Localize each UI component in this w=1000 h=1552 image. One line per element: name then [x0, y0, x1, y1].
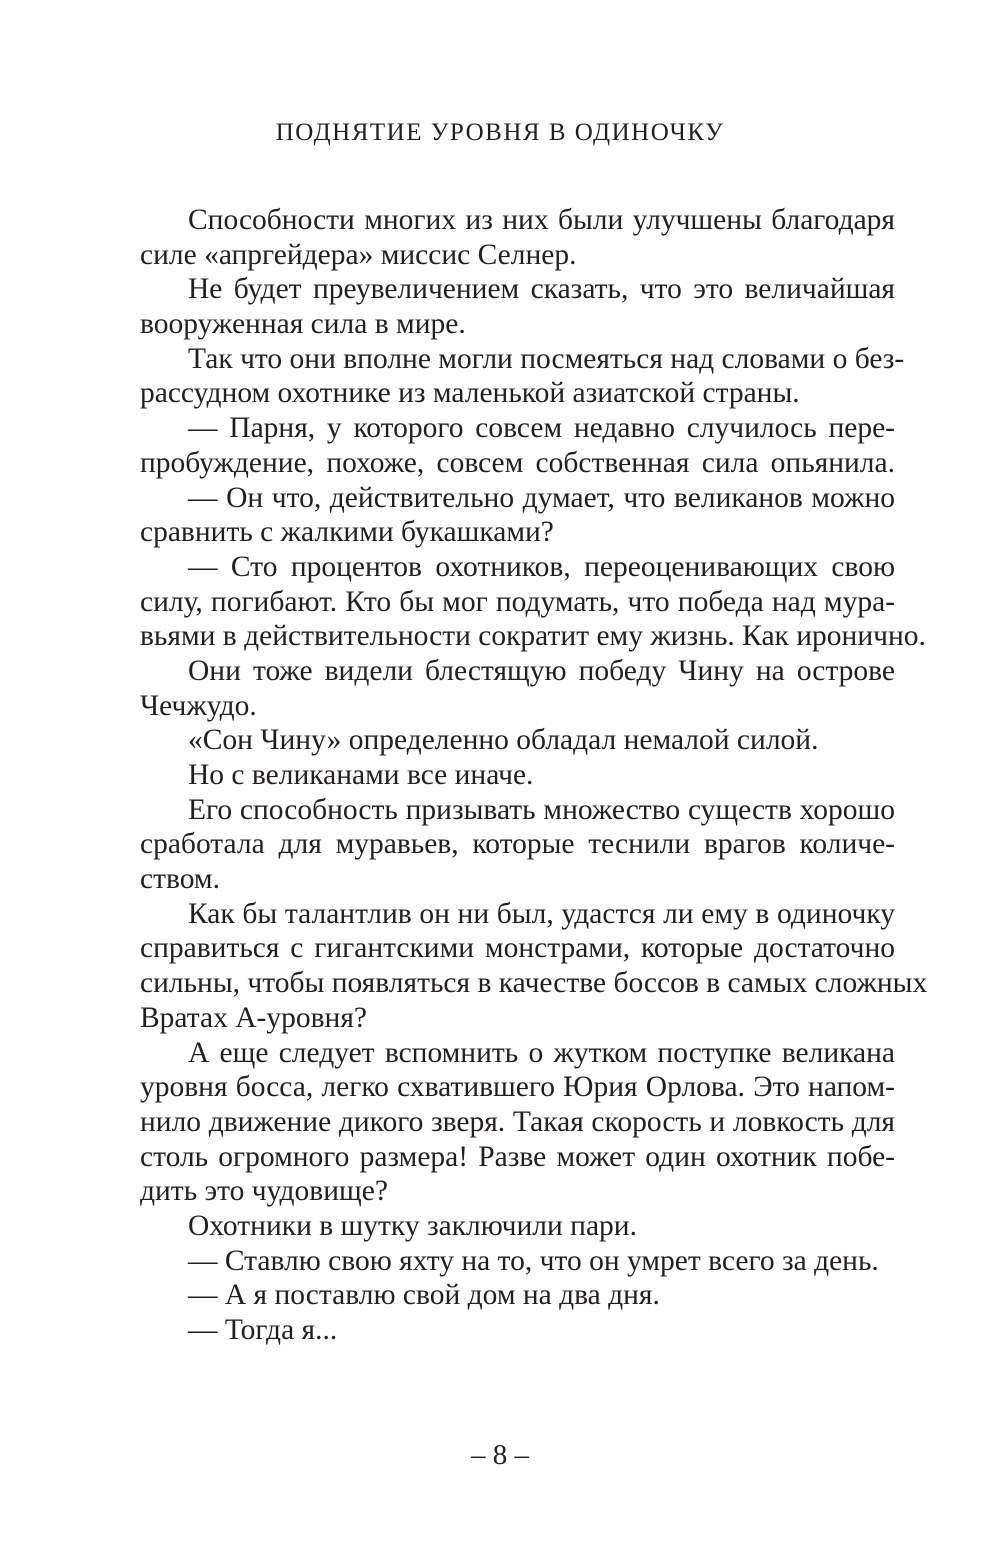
text-line: силе «апргейдера» миссис Селнер.	[140, 238, 577, 271]
text-line: справиться с гигантскими монстрами, которые достаточно	[140, 932, 895, 965]
text-line: Но с великанами все иначе.	[188, 759, 534, 791]
text-line: пробуждение, похоже, совсем собственная сила опьянила.	[140, 446, 895, 479]
text-line: — Парня, у которого совсем недавно случилось пере-	[188, 412, 895, 445]
text-line: уровня босса, легко схватившего Юрия Орлова. Это напом-	[140, 1071, 895, 1104]
text-line: столь огромного размера! Разве может один охотник побе-	[140, 1140, 895, 1173]
text-line: Не будет преувеличением сказать, что это величайшая	[188, 273, 895, 306]
text-line: дить это чудовище?	[140, 1175, 388, 1208]
text-line: — Ставлю свою яхту на то, что он умрет всего за день.	[188, 1244, 879, 1277]
text-line: Как бы талантлив он ни был, удастся ли ему в одиночку	[188, 897, 895, 930]
body-text	[140, 203, 928, 1348]
text-line: — Сто процентов охотников, переоценивающих свою	[188, 550, 895, 583]
text-line: Способности многих из них были улучшены благодаря	[188, 204, 895, 236]
running-head: ПОДНЯТИЕ УРОВНЯ В ОДИНОЧКУ	[275, 119, 725, 146]
text-line: сработала для муравьев, которые теснили врагов количе-	[140, 828, 895, 861]
text-line: вьями в действительности сократит ему жизнь. Как иронично.	[140, 620, 926, 653]
text-line: ством.	[140, 863, 220, 896]
text-line: нило движение дикого зверя. Такая скорость и ловкость для	[140, 1105, 895, 1138]
text-line: Они тоже видели блестящую победу Чину на острове	[188, 654, 895, 687]
text-line: Его способность призывать множество существ хорошо	[188, 793, 895, 826]
text-line: Так что они вполне могли посмеяться над словами о без-	[188, 342, 905, 375]
text-line: сильны, чтобы появляться в качестве боссов в самых сложных	[140, 967, 928, 1000]
text-line: — Он что, действительно думает, что великанов можно	[188, 481, 895, 514]
text-line: силу, погибают. Кто бы мог подумать, что победа над мура-	[140, 585, 895, 618]
text-line: сравнить с жалкими букашками?	[140, 516, 554, 549]
text-line: «Сон Чину» определенно обладал немалой силой.	[188, 724, 819, 757]
text-line: — Тогда я...	[188, 1314, 338, 1346]
text-line: Чечжудо.	[140, 689, 257, 722]
text-line: Охотники в шутку заключили пари.	[188, 1209, 637, 1242]
text-line: рассудном охотнике из маленькой азиатской страны.	[140, 377, 800, 410]
text-line: — А я поставлю свой дом на два дня.	[188, 1279, 660, 1312]
page-number: – 8 –	[471, 1439, 529, 1471]
text-line: А еще следует вспомнить о жутком поступке великана	[188, 1036, 895, 1069]
text-line: Вратах А-уровня?	[140, 1001, 367, 1034]
text-line: вооруженная сила в мире.	[140, 308, 466, 341]
